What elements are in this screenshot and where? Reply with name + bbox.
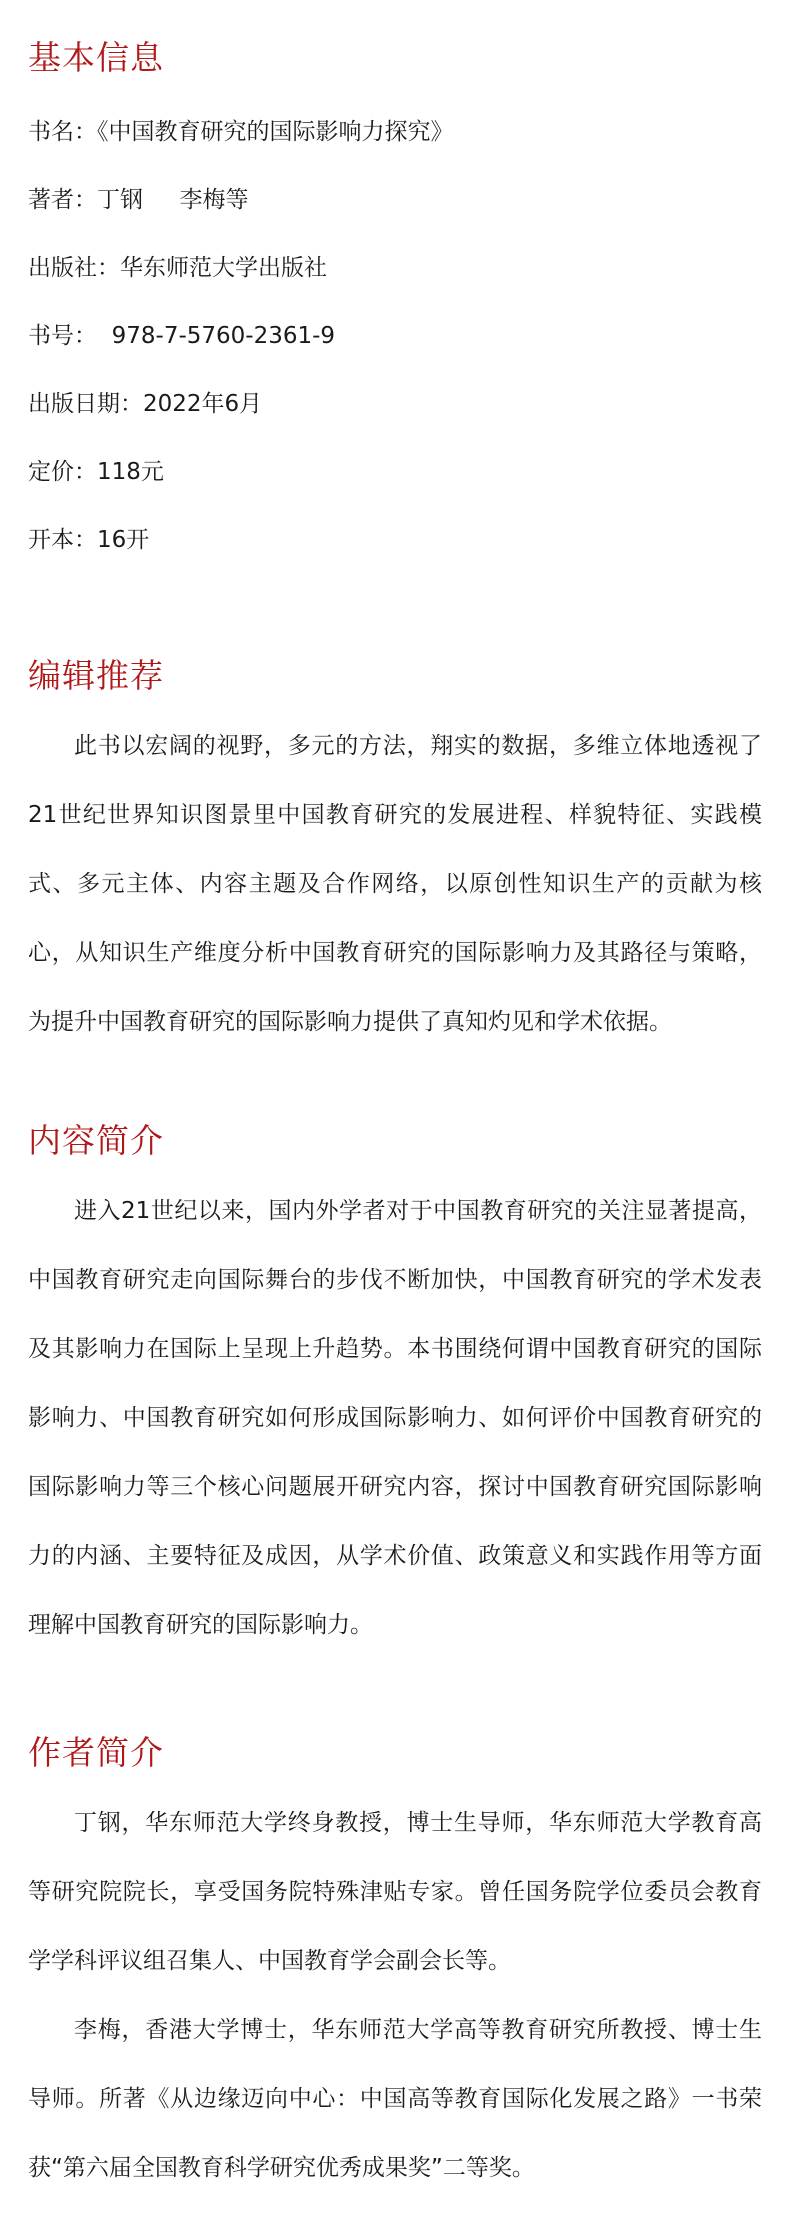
content-summary-body: [28, 1177, 762, 1660]
author-intro-body: [28, 1789, 762, 2203]
publish-date-line: 出版日期：2022年6月: [28, 391, 263, 417]
publisher-line: 出版社：华东师范大学出版社: [28, 255, 327, 281]
content-summary-section: [28, 1117, 762, 1660]
editor-recommendation-section: [28, 652, 762, 1057]
author-intro-paragraph-li-mei: 李梅，香港大学博士，华东师范大学高等教育研究所教授、博士生导师。所著《从边缘迈向中心：中国高等教育国际化发展之路》一书荣获“第六届全国教育科学研究优秀成果奖”二等奖。: [28, 2017, 762, 2181]
content-summary-heading: 内容简介: [28, 1121, 164, 1160]
editor-recommendation-heading: 编辑推荐: [28, 656, 164, 695]
basic-info-list: [28, 115, 762, 557]
author-intro-section: [28, 1729, 762, 2203]
content-summary-paragraph: 进入21世纪以来，国内外学者对于中国教育研究的关注显著提高，中国教育研究走向国际舞台的步伐不断加快，中国教育研究的学术发表及其影响力在国际上呈现上升趋势。本书围绕何谓中国教育研究的国际影响力、中国教育研究如何形成国际影响力、如何评价中国教育研究的国际影响力等三个核心问题展开研究内容，探讨中国教育研究国际影响力的内涵、主要特征及成因，从学术价值、政策意义和实践作用等方面理解中国教育研究的国际影响力。: [28, 1198, 762, 1638]
format-line: 开本：16开: [28, 527, 150, 553]
isbn-line: 书号： 978-7-5760-2361-9: [28, 323, 336, 349]
author-line: 著者：丁钢 李梅等: [28, 187, 249, 213]
author-intro-paragraph-ding-gang: 丁钢，华东师范大学终身教授，博士生导师，华东师范大学教育高等研究院院长，享受国务院特殊津贴专家。曾任国务院学位委员会教育学学科评议组召集人、中国教育学会副会长等。: [28, 1810, 762, 1974]
basic-info-section: [28, 34, 762, 591]
editor-recommendation-paragraph: 此书以宏阔的视野，多元的方法，翔实的数据，多维立体地透视了21世纪世界知识图景里中国教育研究的发展进程、样貌特征、实践模式、多元主体、内容主题及合作网络，以原创性知识生产的贡献为核心，从知识生产维度分析中国教育研究的国际影响力及其路径与策略，为提升中国教育研究的国际影响力提供了真知灼见和学术依据。: [28, 733, 762, 1035]
basic-info-heading: 基本信息: [28, 38, 164, 77]
price-line: 定价：118元: [28, 459, 164, 485]
author-intro-heading: 作者简介: [28, 1733, 164, 1772]
editor-recommendation-body: [28, 712, 762, 1057]
book-title-line: 书名：《中国教育研究的国际影响力探究》: [28, 119, 454, 145]
